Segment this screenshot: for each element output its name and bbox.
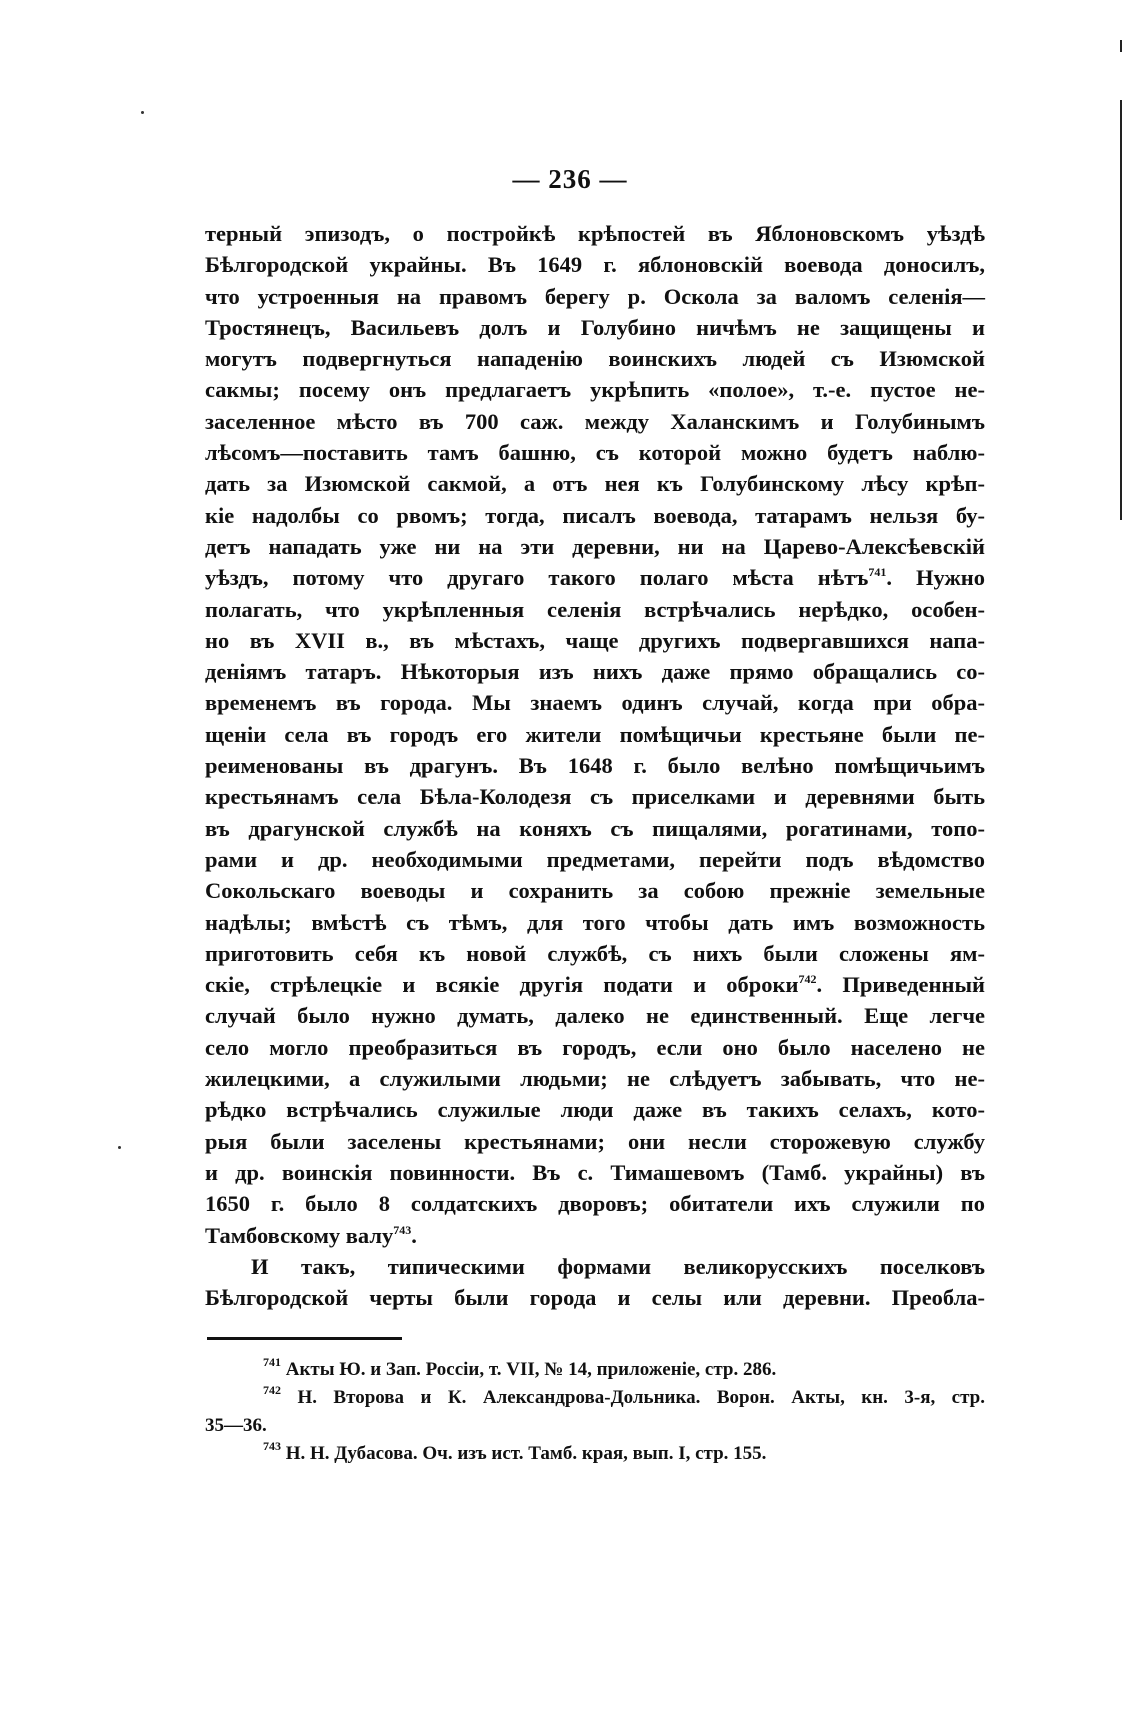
- text-fragment: Тамбовскому валу: [205, 1222, 394, 1248]
- text-line: рами и др. необходимыми предметами, перейти подъ вѣдомство: [205, 846, 985, 872]
- text-line: могутъ подвергнуться нападенію воинскихъ людей съ Изюмской: [205, 346, 985, 372]
- footnote-text: Н. Второва и К. Александрова-Дольника. Ворон. Акты, кн. 3-я, стр.: [297, 1387, 985, 1408]
- scan-speck: [141, 111, 144, 114]
- footnote-742-continuation: 35—36.: [205, 1415, 267, 1436]
- text-line: рыя были заселены крестьянами; они несли сторожевую службу: [205, 1128, 985, 1154]
- text-line: рѣдко встрѣчались служилые люди даже въ такихъ селахъ, кото-: [205, 1097, 985, 1123]
- paragraph-end-line: [205, 1220, 985, 1251]
- text-line: случай было нужно думать, далеко не единственный. Еще легче: [205, 1003, 985, 1029]
- text-line: село могло преобразиться въ городъ, если оно было населено не: [205, 1034, 985, 1060]
- footnotes: [205, 1356, 985, 1468]
- text-fragment: уѣздъ, потому что другаго такого полаго мѣста нѣтъ: [205, 565, 869, 591]
- text-line: реименованы въ драгунъ. Въ 1648 г. было велѣно помѣщичьимъ: [205, 753, 985, 779]
- footnote-mark: 742: [263, 1383, 281, 1397]
- text-line: временемъ въ города. Мы знаемъ одинъ случай, когда при обра-: [205, 690, 985, 716]
- page-edge-mark: [1120, 40, 1122, 52]
- page-edge-line: [1120, 100, 1122, 520]
- text-line: Тростянецъ, Васильевъ долъ и Голубино ничѣмъ не защищены и: [205, 314, 985, 340]
- text-line: заселенное мѣсто въ 700 саж. между Халанскимъ и Голубинымъ: [205, 408, 985, 434]
- text-line: жилецкими, а служилыми людьми; не слѣдуетъ забывать, что не-: [205, 1066, 985, 1092]
- footnote-text: Акты Ю. и Зап. Россіи, т. VII, № 14, приложеніе, стр. 286.: [285, 1359, 777, 1380]
- text-line: щеніи села въ городъ его жители помѣщичьи крестьяне были пе-: [205, 721, 985, 747]
- text-line-with-footnote-ref: [205, 969, 985, 1000]
- text-line: надѣлы; вмѣстѣ съ тѣмъ, для того чтобы дать имъ возможность: [205, 909, 985, 935]
- footnote-ref-741: 741: [868, 565, 887, 580]
- text-line: приготовить себя къ новой службѣ, съ нихъ были сложены ям-: [205, 940, 985, 966]
- text-line: лѣсомъ—поставить тамъ башню, съ которой можно будетъ наблю-: [205, 440, 985, 466]
- text-fragment: . Нужно: [886, 565, 985, 591]
- text-line: терный эпизодъ, о постройкѣ крѣпостей въ Яблоновскомъ уѣздѣ: [205, 221, 985, 246]
- text-line: въ драгунской службѣ на коняхъ съ пищалями, рогатинами, топо-: [205, 815, 985, 841]
- footnote-743: [205, 1440, 985, 1468]
- footnote-text: Н. Н. Дубасова. Оч. изъ ист. Тамб. края, вып. I, стр. 155.: [285, 1443, 767, 1464]
- text-fragment: . Приведенный: [816, 972, 985, 998]
- page-number: — 236 —: [512, 164, 628, 194]
- footnote-ref-743: 743: [393, 1222, 412, 1237]
- text-line: Бѣлгородской украйны. Въ 1649 г. яблоновскій воевода доносилъ,: [205, 252, 985, 278]
- footnote-mark: 741: [263, 1355, 281, 1369]
- text-line: деніямъ татаръ. Нѣкоторыя изъ нихъ даже прямо обращались со-: [205, 659, 985, 685]
- text-line: сакмы; посему онъ предлагаетъ укрѣпить «полое», т.-е. пустое не-: [205, 377, 985, 403]
- text-line: что устроенныя на правомъ берегу р. Оскола за валомъ селенія—: [205, 283, 985, 309]
- text-fragment: .: [411, 1222, 417, 1248]
- footnote-separator: [207, 1337, 402, 1340]
- footnote-742: [205, 1384, 985, 1412]
- text-line: детъ нападать уже ни на эти деревни, ни на Царево-Алексѣевскій: [205, 533, 985, 559]
- text-line: и др. воинскія повинности. Въ с. Тимашевомъ (Тамб. украйны) въ: [205, 1159, 985, 1185]
- text-line: но въ XVII в., въ мѣстахъ, чаще другихъ подвергавшихся напа-: [205, 627, 985, 653]
- text-line: дать за Изюмской сакмой, а отъ нея къ Голубинскому лѣсу крѣп-: [205, 471, 985, 497]
- paragraph-start-line: И такъ, типическими формами великорусскихъ поселковъ: [251, 1253, 985, 1279]
- text-line: 1650 г. было 8 солдатскихъ дворовъ; обитатели ихъ служили по: [205, 1191, 985, 1217]
- scan-speck: [118, 1146, 121, 1149]
- text-line: полагать, что укрѣпленныя селенія встрѣчались нерѣдко, особен-: [205, 596, 985, 622]
- text-line: крестьянамъ села Бѣла-Колодезя съ приселками и деревнями быть: [205, 784, 985, 810]
- footnote-mark: 743: [263, 1439, 281, 1453]
- text-line: Бѣлгородской черты были города и селы или деревни. Преобла-: [205, 1285, 985, 1311]
- body-text: [205, 218, 985, 1313]
- footnote-ref-742: 742: [798, 972, 817, 987]
- text-line: Сокольскаго воеводы и сохранить за собою прежніе земельные: [205, 878, 985, 904]
- footnote-741: [205, 1356, 985, 1384]
- text-fragment: скіе, стрѣлецкіе и всякіе другія подати и оброки: [205, 972, 799, 998]
- text-line-with-footnote-ref: [205, 562, 985, 593]
- text-line: кіе надолбы со рвомъ; тогда, писалъ воевода, татарамъ нельзя бу-: [205, 502, 985, 528]
